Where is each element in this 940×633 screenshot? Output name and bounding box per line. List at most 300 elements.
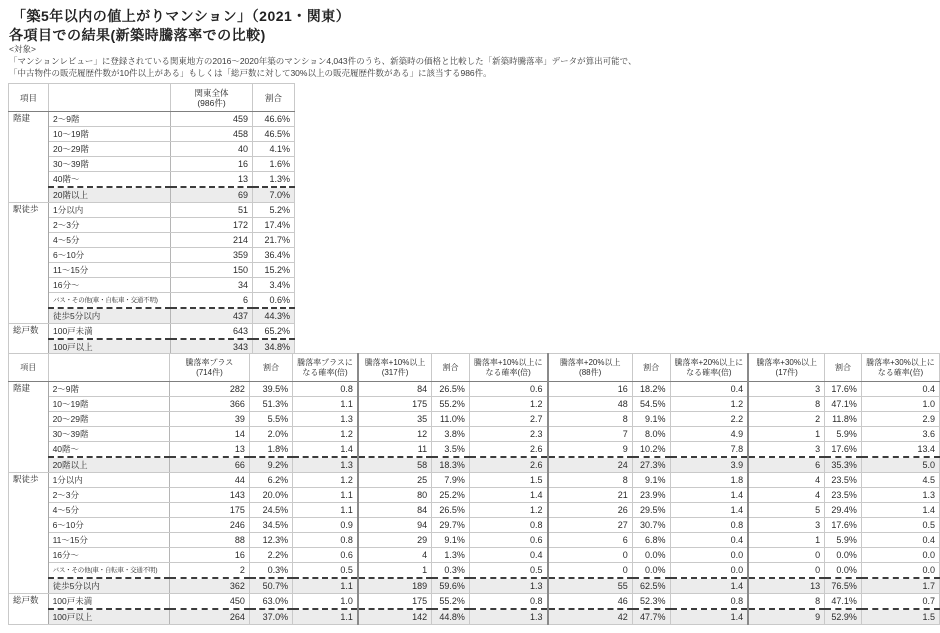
cell-value: 0.0 (670, 548, 748, 563)
cell-value: 1.4 (670, 488, 748, 503)
cell-value: 6.2% (249, 473, 292, 488)
table-row (9, 142, 295, 157)
cell-value: 27 (548, 518, 633, 533)
cell-value: 1.3% (432, 548, 470, 563)
header-line-2: なる確率(倍) (877, 367, 924, 377)
header-line-1: 騰落率プラスに (297, 357, 353, 367)
cell-value: 0.8 (469, 594, 547, 610)
cell-value: 84 (358, 382, 432, 397)
cell-value: 35.3% (825, 457, 862, 473)
cell-value: 46.5% (253, 127, 295, 142)
cell-value: 4.1% (253, 142, 295, 157)
column-header (249, 354, 292, 382)
cell-value: 2 (748, 412, 824, 427)
cell-value: 44.3% (253, 308, 295, 324)
cell-value: 17.6% (825, 442, 862, 458)
cell-value: 65.2% (253, 324, 295, 340)
cell-value: 20.0% (249, 488, 292, 503)
header-line-2: (317件) (381, 367, 409, 377)
cell-value: 0.6 (293, 548, 358, 563)
cell-value: 459 (171, 112, 253, 127)
cell-value: 1.2 (469, 503, 547, 518)
table-row (9, 293, 295, 309)
cell-value: 8 (748, 397, 824, 412)
cell-value: 4 (358, 548, 432, 563)
cell-value: 1.1 (293, 609, 358, 625)
cell-value: 5.0 (861, 457, 939, 473)
header-line-2: (88件) (579, 367, 602, 377)
row-category: バス・その他(車・自転車・交通不明) (49, 293, 171, 309)
cell-value: 47.1% (825, 397, 862, 412)
cell-value: 0.5 (293, 563, 358, 579)
cell-value: 9.1% (432, 533, 470, 548)
cell-value: 50.7% (249, 578, 292, 594)
header-line-1: 割合 (264, 92, 282, 103)
cell-value: 16 (171, 157, 253, 172)
header-line-1: 騰落率+30%以上 (756, 357, 817, 367)
cell-value: 1.3% (253, 172, 295, 188)
cell-value: 23.5% (825, 473, 862, 488)
row-category: 16分～ (49, 278, 171, 293)
cell-value: 0.6% (253, 293, 295, 309)
table-row (9, 503, 940, 518)
table-row (9, 457, 940, 473)
header-line-2: なる確率(倍) (485, 367, 531, 377)
cell-value: 6 (748, 457, 824, 473)
table-row (9, 248, 295, 263)
cell-value: 1.1 (293, 578, 358, 594)
row-category: 4～5分 (48, 503, 169, 518)
row-category: 2～3分 (49, 218, 171, 233)
cell-value: 29.4% (825, 503, 862, 518)
cell-value: 2 (169, 563, 249, 579)
cell-value: 3.8% (432, 427, 470, 442)
cell-value: 9.1% (632, 412, 670, 427)
table-row (9, 488, 940, 503)
header-row (9, 354, 940, 382)
cell-value: 2.3 (469, 427, 547, 442)
cell-value: 59.6% (432, 578, 470, 594)
cell-value: 1.1 (293, 503, 358, 518)
table-row (9, 563, 940, 579)
cell-value: 11.8% (825, 412, 862, 427)
cell-value: 18.3% (432, 457, 470, 473)
cell-value: 14 (169, 427, 249, 442)
cell-value: 6.8% (632, 533, 670, 548)
note-line-2: 「中古物件の販売履歴件数が10件以上がある」もしくは「総戸数に対して30%以上の販売履歴件数がある」に該当する986件。 (9, 68, 492, 78)
cell-value: 5 (748, 503, 824, 518)
cell-value: 51.3% (249, 397, 292, 412)
cell-value: 66 (169, 457, 249, 473)
group-label: 総戸数 (9, 324, 49, 355)
cell-value: 0.0% (632, 548, 670, 563)
cell-value: 62.5% (632, 578, 670, 594)
cell-value: 39 (169, 412, 249, 427)
cell-value: 0.8 (293, 533, 358, 548)
cell-value: 30.7% (632, 518, 670, 533)
table-row (9, 594, 940, 610)
header-line-1: 割合 (643, 362, 660, 372)
cell-value: 0.7 (861, 594, 939, 610)
column-header (548, 354, 633, 382)
cell-value: 7.0% (253, 187, 295, 203)
note-label: <対象> (9, 44, 36, 54)
cell-value: 0.8 (293, 382, 358, 397)
row-category: 2～9階 (49, 112, 171, 127)
row-category: 11～15分 (48, 533, 169, 548)
cell-value: 0.8 (469, 518, 547, 533)
row-category: 6～10分 (49, 248, 171, 263)
cell-value: 37.0% (249, 609, 292, 625)
row-category: 6～10分 (48, 518, 169, 533)
cell-value: 0.4 (861, 382, 939, 397)
cell-value: 40 (171, 142, 253, 157)
cell-value: 84 (358, 503, 432, 518)
table-row (9, 427, 940, 442)
row-category: 100戸以上 (49, 339, 171, 355)
row-category: 30～39階 (49, 157, 171, 172)
cell-value: 0.4 (469, 548, 547, 563)
cell-value: 34.8% (253, 339, 295, 355)
row-category: 徒歩5分以内 (48, 578, 169, 594)
cell-value: 172 (171, 218, 253, 233)
cell-value: 9.2% (249, 457, 292, 473)
cell-value: 5.9% (825, 533, 862, 548)
group-label: 階建 (9, 382, 49, 473)
cell-value: 13.4 (861, 442, 939, 458)
cell-value: 4 (748, 488, 824, 503)
cell-value: 94 (358, 518, 432, 533)
cell-value: 26 (548, 503, 633, 518)
row-category: バス・その他(車・自転車・交通不明) (48, 563, 169, 579)
cell-value: 1.3 (293, 457, 358, 473)
table-row (9, 412, 940, 427)
cell-value: 52.3% (632, 594, 670, 610)
row-category: 1分以内 (48, 473, 169, 488)
group-label: 駅徒歩 (9, 473, 49, 594)
cell-value: 9 (548, 442, 633, 458)
cell-value: 17.6% (825, 382, 862, 397)
cell-value: 0.0% (825, 548, 862, 563)
note-line-1: 「マンションレビュー」に登録されている関東地方の2016～2020年築のマンション4,043件のうち、新築時の価格と比較した「新築時騰落率」データが算出可能で、 (9, 56, 637, 66)
header-row (9, 84, 295, 112)
cell-value: 88 (169, 533, 249, 548)
cell-value: 1.2 (469, 397, 547, 412)
detail-table (8, 353, 940, 625)
cell-value: 55.2% (432, 397, 470, 412)
cell-value: 2.0% (249, 427, 292, 442)
cell-value: 58 (358, 457, 432, 473)
cell-value: 1.4 (670, 503, 748, 518)
cell-value: 47.1% (825, 594, 862, 610)
row-category: 徒歩5分以内 (49, 308, 171, 324)
table-row (9, 263, 295, 278)
group-label: 総戸数 (9, 594, 49, 625)
cell-value: 4.9 (670, 427, 748, 442)
cell-value: 26.5% (432, 503, 470, 518)
cell-value: 1 (358, 563, 432, 579)
cell-value: 52.9% (825, 609, 862, 625)
cell-value: 175 (358, 397, 432, 412)
cell-value: 12 (358, 427, 432, 442)
cell-value: 16 (548, 382, 633, 397)
column-header (825, 354, 862, 382)
cell-value: 450 (169, 594, 249, 610)
cell-value: 4.5 (861, 473, 939, 488)
cell-value: 0 (748, 563, 824, 579)
cell-value: 1.2 (670, 397, 748, 412)
column-header-item: 項目 (9, 84, 49, 112)
cell-value: 2.2% (249, 548, 292, 563)
cell-value: 8 (748, 594, 824, 610)
row-category: 16分～ (48, 548, 169, 563)
cell-value: 23.9% (632, 488, 670, 503)
header-line-2: なる確率(倍) (302, 367, 348, 377)
cell-value: 1.1 (293, 488, 358, 503)
cell-value: 0.0% (825, 563, 862, 579)
cell-value: 26.5% (432, 382, 470, 397)
cell-value: 44 (169, 473, 249, 488)
cell-value: 1.3 (293, 412, 358, 427)
cell-value: 5.2% (253, 203, 295, 218)
cell-value: 362 (169, 578, 249, 594)
cell-value: 0.9 (293, 518, 358, 533)
row-category: 2～3分 (48, 488, 169, 503)
column-header (293, 354, 358, 382)
cell-value: 1.0 (861, 397, 939, 412)
cell-value: 143 (169, 488, 249, 503)
cell-value: 1.3 (469, 609, 547, 625)
header-line-1: 騰落率+20%以上 (559, 357, 621, 367)
cell-value: 0.3% (432, 563, 470, 579)
cell-value: 9.1% (632, 473, 670, 488)
cell-value: 25.2% (432, 488, 470, 503)
cell-value: 458 (171, 127, 253, 142)
table-row (9, 382, 940, 397)
column-header (861, 354, 939, 382)
table-row (9, 533, 940, 548)
cell-value: 8 (548, 473, 633, 488)
table-row (9, 548, 940, 563)
row-category: 10～19階 (49, 127, 171, 142)
cell-value: 17.4% (253, 218, 295, 233)
cell-value: 0.4 (670, 533, 748, 548)
cell-value: 69 (171, 187, 253, 203)
table-row (9, 324, 295, 340)
cell-value: 189 (358, 578, 432, 594)
group-label: 駅徒歩 (9, 203, 49, 324)
row-category: 100戸未満 (48, 594, 169, 610)
column-header (670, 354, 748, 382)
cell-value: 24.5% (249, 503, 292, 518)
table-row (9, 157, 295, 172)
table-row (9, 473, 940, 488)
cell-value: 34 (171, 278, 253, 293)
header-line-1: 騰落率+30%以上に (866, 357, 935, 367)
cell-value: 18.2% (632, 382, 670, 397)
table-row (9, 278, 295, 293)
header-line-1: 騰落率+10%以上に (473, 357, 543, 367)
header-line-1: 関東全体 (194, 87, 229, 98)
target-note (9, 44, 636, 80)
group-label: 階建 (9, 112, 49, 203)
cell-value: 54.5% (632, 397, 670, 412)
cell-value: 175 (358, 594, 432, 610)
cell-value: 3.9 (670, 457, 748, 473)
cell-value: 1.8 (670, 473, 748, 488)
column-header (469, 354, 547, 382)
header-line-2: なる確率(倍) (686, 367, 732, 377)
cell-value: 1.3 (469, 578, 547, 594)
cell-value: 76.5% (825, 578, 862, 594)
cell-value: 359 (171, 248, 253, 263)
table-row (9, 233, 295, 248)
cell-value: 3 (748, 518, 824, 533)
cell-value: 42 (548, 609, 633, 625)
cell-value: 25 (358, 473, 432, 488)
row-category: 11～15分 (49, 263, 171, 278)
column-header (748, 354, 824, 382)
cell-value: 35 (358, 412, 432, 427)
cell-value: 366 (169, 397, 249, 412)
row-category: 1分以内 (49, 203, 171, 218)
column-header-category (49, 84, 171, 112)
cell-value: 29.5% (632, 503, 670, 518)
cell-value: 2.7 (469, 412, 547, 427)
cell-value: 0 (548, 548, 633, 563)
cell-value: 0.0 (670, 563, 748, 579)
cell-value: 3.6 (861, 427, 939, 442)
table-row (9, 308, 295, 324)
cell-value: 12.3% (249, 533, 292, 548)
cell-value: 1.7 (861, 578, 939, 594)
cell-value: 2.6 (469, 442, 547, 458)
cell-value: 21 (548, 488, 633, 503)
cell-value: 0.6 (469, 533, 547, 548)
cell-value: 437 (171, 308, 253, 324)
row-category: 20階以上 (49, 187, 171, 203)
header-line-1: 割合 (835, 362, 852, 372)
cell-value: 9 (748, 609, 824, 625)
cell-value: 55 (548, 578, 633, 594)
table-row (9, 187, 295, 203)
cell-value: 0.4 (670, 382, 748, 397)
cell-value: 1.2 (293, 427, 358, 442)
cell-value: 343 (171, 339, 253, 355)
cell-value: 55.2% (432, 594, 470, 610)
cell-value: 1.6% (253, 157, 295, 172)
cell-value: 44.8% (432, 609, 470, 625)
cell-value: 11 (358, 442, 432, 458)
table-row (9, 609, 940, 625)
cell-value: 63.0% (249, 594, 292, 610)
column-header-category (48, 354, 169, 382)
cell-value: 5.9% (825, 427, 862, 442)
cell-value: 17.6% (825, 518, 862, 533)
cell-value: 2.9 (861, 412, 939, 427)
row-category: 30～39階 (48, 427, 169, 442)
cell-value: 3.4% (253, 278, 295, 293)
row-category: 20階以上 (48, 457, 169, 473)
column-header (253, 84, 295, 112)
header-line-2: (986件) (197, 97, 226, 108)
cell-value: 3 (748, 382, 824, 397)
table-row (9, 442, 940, 458)
cell-value: 1.5 (861, 609, 939, 625)
cell-value: 2.2 (670, 412, 748, 427)
cell-value: 0.6 (469, 382, 547, 397)
cell-value: 7 (548, 427, 633, 442)
cell-value: 2.6 (469, 457, 547, 473)
cell-value: 51 (171, 203, 253, 218)
row-category: 40階～ (49, 172, 171, 188)
cell-value: 36.4% (253, 248, 295, 263)
cell-value: 5.5% (249, 412, 292, 427)
cell-value: 39.5% (249, 382, 292, 397)
row-category: 20～29階 (49, 142, 171, 157)
row-category: 40階～ (48, 442, 169, 458)
cell-value: 1.4 (670, 578, 748, 594)
table-row (9, 203, 295, 218)
row-category: 20～29階 (48, 412, 169, 427)
cell-value: 23.5% (825, 488, 862, 503)
cell-value: 0.0% (632, 563, 670, 579)
cell-value: 3.5% (432, 442, 470, 458)
header-line-1: 割合 (442, 362, 459, 372)
cell-value: 24 (548, 457, 633, 473)
cell-value: 0 (548, 563, 633, 579)
page-subtitle: 各項目での結果(新築時騰落率での比較) (9, 27, 266, 43)
cell-value: 47.7% (632, 609, 670, 625)
cell-value: 643 (171, 324, 253, 340)
cell-value: 29 (358, 533, 432, 548)
column-header (358, 354, 432, 382)
row-category: 2～9階 (48, 382, 169, 397)
table-row (9, 112, 295, 127)
cell-value: 142 (358, 609, 432, 625)
header-line-1: 騰落率+20%以上に (674, 357, 744, 367)
cell-value: 246 (169, 518, 249, 533)
table-row (9, 397, 940, 412)
cell-value: 150 (171, 263, 253, 278)
cell-value: 7.8 (670, 442, 748, 458)
cell-value: 1 (748, 427, 824, 442)
cell-value: 0.4 (861, 533, 939, 548)
cell-value: 6 (548, 533, 633, 548)
cell-value: 13 (171, 172, 253, 188)
cell-value: 264 (169, 609, 249, 625)
cell-value: 1.1 (293, 397, 358, 412)
table-row (9, 578, 940, 594)
cell-value: 175 (169, 503, 249, 518)
header-line-1: 騰落率プラス (185, 357, 234, 367)
cell-value: 1.0 (293, 594, 358, 610)
cell-value: 0.8 (670, 594, 748, 610)
cell-value: 13 (748, 578, 824, 594)
cell-value: 1.4 (670, 609, 748, 625)
table-row (9, 518, 940, 533)
cell-value: 1.5 (469, 473, 547, 488)
cell-value: 21.7% (253, 233, 295, 248)
header-line-2: (714件) (196, 367, 223, 377)
summary-table (8, 83, 295, 355)
cell-value: 15.2% (253, 263, 295, 278)
table-row (9, 218, 295, 233)
cell-value: 282 (169, 382, 249, 397)
header-line-1: 割合 (263, 362, 280, 372)
cell-value: 0.8 (670, 518, 748, 533)
cell-value: 0.3% (249, 563, 292, 579)
